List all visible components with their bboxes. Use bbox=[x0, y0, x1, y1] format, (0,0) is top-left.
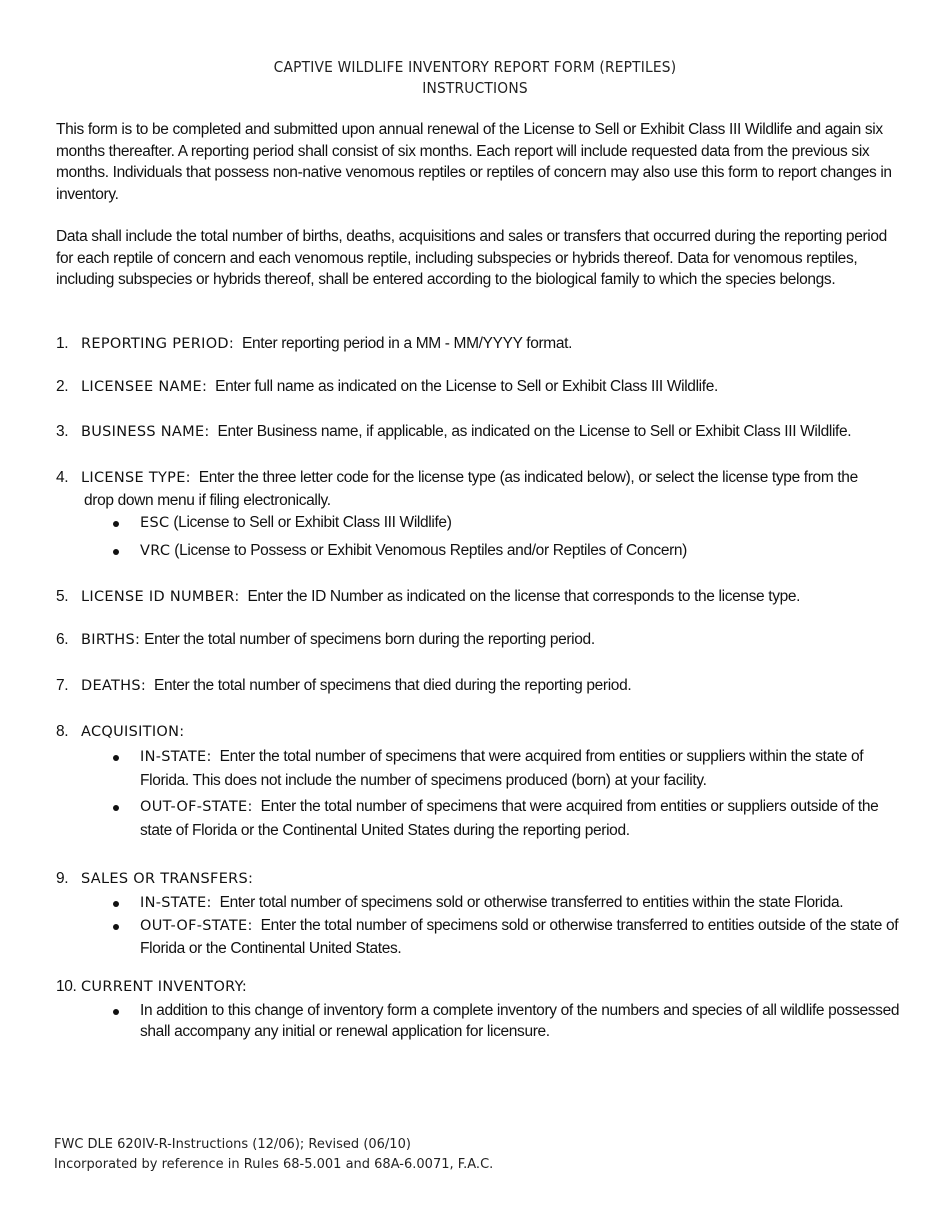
item-heading: LICENSE TYPE: bbox=[81, 470, 191, 486]
bullet-item-out-of-state bbox=[56, 795, 900, 843]
item-heading: REPORTING PERIOD: bbox=[81, 336, 235, 352]
bullet-text: Enter the total number of specimens that were acquired from entities or suppliers within the state of Florida. This does not include the number of specimens produced (born) at your facility. bbox=[140, 747, 864, 789]
bullet-text: Enter total number of specimens sold or otherwise transferred to entities within the state Florida. bbox=[219, 893, 844, 911]
bullet-text: (License to Possess or Exhibit Venomous Reptiles and/or Reptiles of Concern) bbox=[174, 541, 687, 559]
bullet-item-in-state bbox=[56, 745, 900, 793]
item-heading: DEATHS: bbox=[81, 678, 147, 694]
license-code: VRC bbox=[140, 542, 171, 559]
bullet-item-inventory-note bbox=[56, 1000, 900, 1043]
item-text: Enter the total number of specimens that died during the reporting period. bbox=[154, 677, 632, 694]
item-text: Enter reporting period in a MM - MM/YYYY format. bbox=[241, 335, 573, 352]
bullet-icon bbox=[113, 521, 119, 527]
footer-rules-reference: Incorporated by reference in Rules 68-5.001 and 68A-6.0071, F.A.C. bbox=[54, 1157, 494, 1172]
title-line-2: INSTRUCTIONS bbox=[422, 79, 528, 97]
bullet-icon bbox=[113, 924, 119, 930]
item-number: 7. bbox=[56, 677, 69, 694]
item-heading: LICENSE ID NUMBER: bbox=[81, 589, 240, 605]
list-item-license-type bbox=[56, 467, 901, 562]
bullet-text: (License to Sell or Exhibit Class III Wildlife) bbox=[173, 514, 452, 531]
item-number: 6. bbox=[56, 631, 69, 648]
bullet-heading: IN-STATE: bbox=[140, 894, 212, 911]
item-text-continued: drop down menu if filing electronically. bbox=[84, 491, 331, 509]
bullet-item-in-state bbox=[56, 892, 900, 915]
item-number: 5. bbox=[56, 588, 69, 605]
item-number: 1. bbox=[56, 335, 69, 352]
item-number: 8. bbox=[56, 723, 69, 740]
bullet-text: Enter the total number of specimens sold or otherwise transferred to entities outside of the state of Florida or the Continental United States. bbox=[140, 917, 899, 957]
item-heading: ACQUISITION: bbox=[81, 724, 185, 740]
page-title bbox=[0, 57, 950, 99]
item-heading: BUSINESS NAME: bbox=[81, 424, 210, 440]
list-item-current-inventory bbox=[56, 976, 901, 1043]
item-number: 9. bbox=[56, 870, 69, 887]
item-text: Enter the ID Number as indicated on the license that corresponds to the license type. bbox=[247, 588, 801, 605]
bullet-item-esc bbox=[56, 512, 900, 535]
item-text: Enter full name as indicated on the License to Sell or Exhibit Class III Wildlife. bbox=[215, 378, 718, 395]
list-item-acquisition bbox=[56, 721, 901, 843]
title-line-1: CAPTIVE WILDLIFE INVENTORY REPORT FORM (REPTILES) bbox=[273, 58, 677, 76]
list-item-deaths bbox=[56, 675, 901, 698]
bullet-icon bbox=[113, 755, 119, 761]
item-number: 4. bbox=[56, 469, 69, 486]
bullet-heading: IN-STATE: bbox=[140, 748, 212, 765]
license-code: ESC bbox=[140, 515, 170, 531]
bullet-text: In addition to this change of inventory form a complete inventory of the numbers and species of all wildlife possessed shall accompany any initial or renewal application for licensure. bbox=[140, 1001, 900, 1040]
footer-form-number: FWC DLE 620IV-R-Instructions (12/06); Revised (06/10) bbox=[54, 1137, 411, 1152]
list-item-births bbox=[56, 629, 901, 652]
bullet-heading: OUT-OF-STATE: bbox=[140, 918, 253, 934]
bullet-icon bbox=[113, 549, 119, 555]
bullet-icon bbox=[113, 1009, 119, 1015]
list-item-business-name bbox=[56, 421, 901, 444]
list-item-sales-or-transfers bbox=[56, 868, 901, 959]
item-heading: BIRTHS: bbox=[81, 632, 141, 648]
item-text: Enter Business name, if applicable, as indicated on the License to Sell or Exhibit Class III Wildlife. bbox=[217, 423, 852, 440]
bullet-heading: OUT-OF-STATE: bbox=[140, 798, 253, 815]
list-item-reporting-period bbox=[56, 333, 901, 356]
intro-paragraph-1: This form is to be completed and submitted upon annual renewal of the License to Sell or Exhibit Class III Wildlife and again six months thereafter. A reporting period shall consist of six months. Each report will include requested data from the previous six months. Individuals that possess non-native venomous reptiles or reptiles of concern may also use this form to report changes in inventory. bbox=[56, 121, 892, 203]
item-number: 3. bbox=[56, 423, 69, 440]
item-text: Enter the three letter code for the license type (as indicated below), or select the license type from the bbox=[198, 469, 858, 486]
bullet-item-vrc bbox=[56, 540, 900, 563]
form-footer bbox=[54, 1135, 493, 1175]
item-number: 2. bbox=[56, 378, 69, 395]
intro-paragraph-2: Data shall include the total number of births, deaths, acquisitions and sales or transfers that occurred during the reporting period for each reptile of concern and each venomous reptile, including subspecies or hybrids thereof. Data for venomous reptiles, including subspecies or hybrids thereof, shall be entered according to the biological family to which the species belongs. bbox=[56, 228, 887, 288]
bullet-text: Enter the total number of specimens that were acquired from entities or suppliers outside of the state of Florida or the Continental United States during the reporting period. bbox=[140, 797, 879, 839]
bullet-item-out-of-state bbox=[56, 915, 900, 959]
bullet-icon bbox=[113, 805, 119, 811]
item-heading: SALES OR TRANSFERS: bbox=[81, 871, 254, 887]
list-item-licensee-name bbox=[56, 376, 901, 399]
bullet-icon bbox=[113, 901, 119, 907]
item-heading: CURRENT INVENTORY: bbox=[81, 979, 248, 995]
list-item-license-id-number bbox=[56, 586, 901, 609]
item-heading: LICENSEE NAME: bbox=[81, 379, 208, 395]
item-number: 10. bbox=[56, 978, 77, 995]
item-text: Enter the total number of specimens born during the reporting period. bbox=[144, 631, 595, 648]
